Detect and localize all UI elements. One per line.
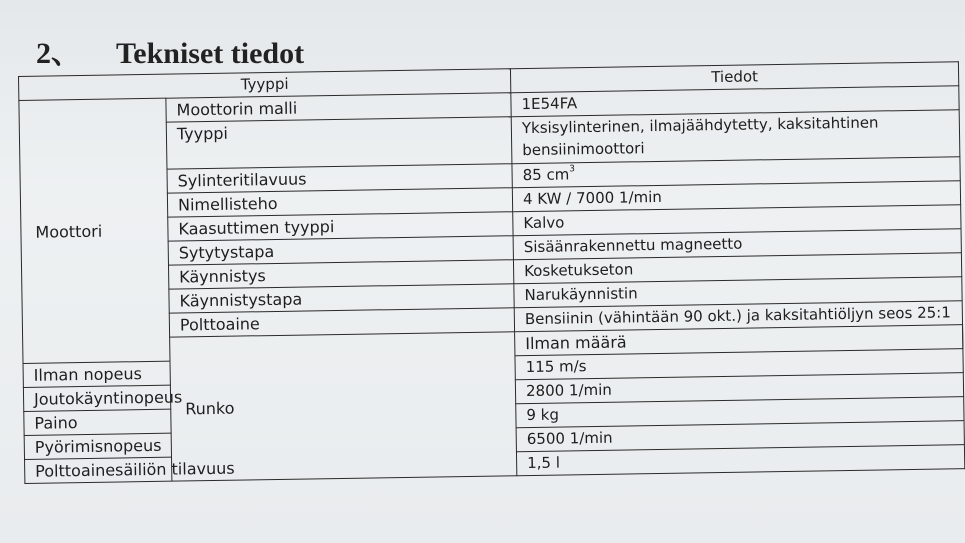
row-label: Ilman nopeus [23,361,170,387]
row-label: Polttoainesäiliön tilavuus [25,457,172,483]
spec-table-container [18,61,964,484]
row-label: Polttoaine [169,308,514,337]
row-label: Ilman määrä [515,325,963,356]
row-value: Narukäynnistin [514,277,962,308]
superscript: 3 [569,164,576,175]
row-value: 6500 1/min [516,421,964,452]
row-label: Sylinteritilavuus [167,164,512,193]
row-value: Yksisylinterinen, ilmajäähdytetty, kaksitahtinen bensiinimoottori [511,110,960,164]
spec-table [18,61,965,484]
row-value: 1E54FA [511,86,959,117]
row-value: 4 KW / 7000 1/min [512,181,960,212]
row-label: Pyörimisnopeus [24,433,171,459]
row-value: Kosketukseton [513,253,961,284]
section-heading [36,28,304,72]
row-value: 9 kg [516,397,964,428]
group-label-frame: Runko [170,332,517,481]
section-number: 2、 [36,37,81,70]
row-value: 1,5 l [516,445,964,476]
row-value: 2800 1/min [515,373,963,404]
row-value: Sisäänrakennettu magneetto [513,229,961,260]
row-value: Kalvo [513,205,961,236]
row-label: Nimellisteho [167,188,512,217]
section-title: Tekniset tiedot [116,37,305,70]
row-label: Paino [24,409,171,435]
header-type: Tyyppi [19,69,511,101]
row-label: Joutokäyntinopeus [23,385,170,411]
header-details: Tiedot [510,62,958,93]
row-label: Tyyppi [166,117,512,169]
row-label: Kaasuttimen tyyppi [168,212,513,241]
row-label: Moottorin malli [166,93,511,122]
group-label-engine: Moottori [19,98,170,363]
row-value: 115 m/s [515,349,963,380]
row-label: Käynnistys [168,260,513,289]
row-value: Bensiinin (vähintään 90 okt.) ja kaksitahtiöljyn seos 25:1 [514,301,962,332]
row-label: Sytytystapa [168,236,513,265]
value-text: 85 cm [522,165,570,185]
row-label: Käynnistystapa [169,284,514,313]
